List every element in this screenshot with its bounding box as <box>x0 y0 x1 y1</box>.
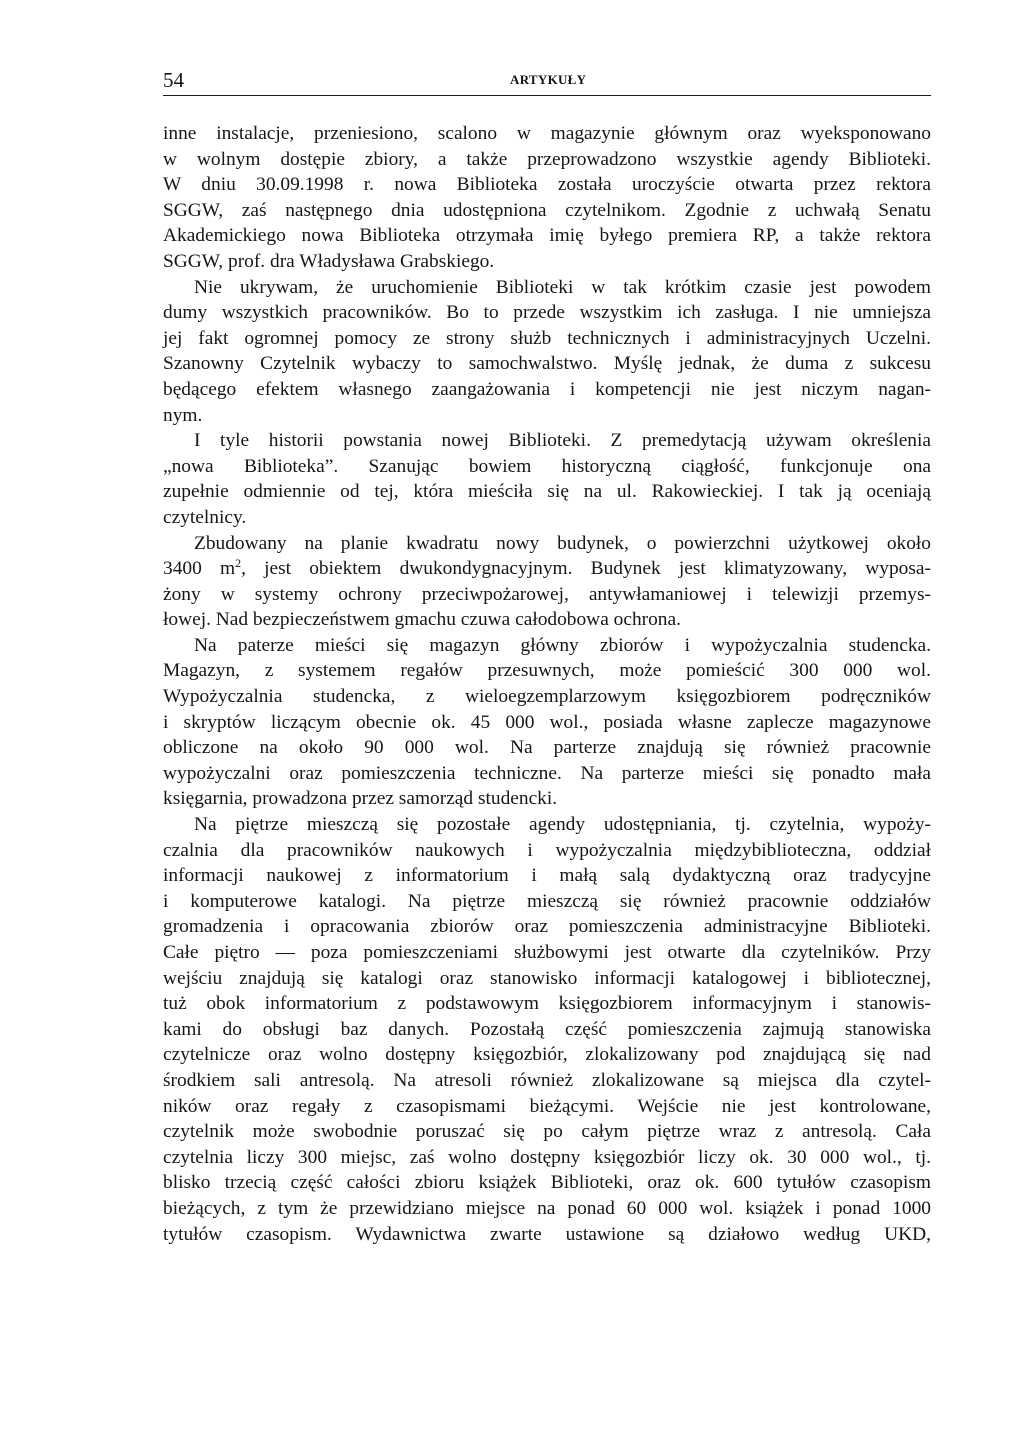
text-line: gromadzenia i opracowania zbiorów oraz pomieszczenia administracyjne Biblioteki. <box>163 916 931 938</box>
text-line: będącego efektem własnego zaangażowania i kompetencji nie jest niczym nagan- <box>163 378 931 400</box>
text-line: tuż obok informatorium z podstawowym księgozbiorem informacyjnym i stanowis- <box>163 993 931 1015</box>
text-line: ników oraz regały z czasopismami bieżącymi. Wejście nie jest kontrolowane, <box>163 1095 931 1117</box>
text-line: kami do obsługi baz danych. Pozostałą część pomieszczenia zajmują stanowiska <box>163 1018 931 1040</box>
text-line: Szanowny Czytelnik wybaczy to samochwalstwo. Myślę jednak, że duma z sukcesu <box>163 353 931 375</box>
running-head: ARTYKUŁY <box>510 72 587 87</box>
paragraph <box>163 812 931 1247</box>
text-line: żony w systemy ochrony przeciwpożarowej, antywłamaniowej i telewizji przemys- <box>163 583 931 605</box>
text-line: wejściu znajdują się katalogi oraz stanowisko informacji katalogowej i bibliotecznej, <box>163 967 931 989</box>
text-line: obliczone na około 90 000 wol. Na parterze znajdują się również pracownie <box>163 737 931 759</box>
text-line: i skryptów liczącym obecnie ok. 45 000 wol., posiada własne zaplecze magazynowe <box>163 711 931 733</box>
page-number: 54 <box>163 68 184 92</box>
text-line: środkiem sali antresolą. Na atresoli również zlokalizowane są miejsca dla czytel- <box>163 1069 931 1091</box>
body-text <box>163 121 931 1247</box>
text-line: 3400 $m^2$, jest obiektem dwukondygnacyjnym. Budynek jest klimatyzowany, wyposa- <box>163 556 931 580</box>
text-line: SGGW, prof. dra Władysława Grabskiego. <box>163 250 495 272</box>
text-line: blisko trzecią część całości zbioru książek Biblioteki, oraz ok. 600 tytułów czasopism <box>163 1172 931 1194</box>
text-line: jej fakt ogromnej pomocy ze strony służb technicznych i administracyjnych Uczelni. <box>163 327 931 349</box>
paragraph <box>163 633 931 812</box>
text-line: inne instalacje, przeniesiono, scalono w magazynie głównym oraz wyeksponowano <box>163 123 931 144</box>
text-line: czytelnicze oraz wolno dostępny księgozbiór, zlokalizowany pod znajdującą się nad <box>163 1044 931 1066</box>
text-line: Nie ukrywam, że uruchomienie Biblioteki w tak krótkim czasie jest powodem <box>194 276 931 298</box>
paragraph <box>163 428 931 530</box>
text-line: informacji naukowej z informatorium i małą salą dydaktyczną oraz tradycyjne <box>163 865 931 887</box>
text-line: nym. <box>163 404 203 426</box>
text-line: zupełnie odmiennie od tej, która mieściła się na ul. Rakowieckiej. I tak ją oceniają <box>163 481 931 503</box>
text-line: Całe piętro — poza pomieszczeniami służbowymi jest otwarte dla czytelników. Przy <box>163 942 931 963</box>
text-line: czytelnik może swobodnie poruszać się po całym piętrze wraz z antresolą. Cała <box>163 1121 931 1143</box>
text-line: I tyle historii powstania nowej Biblioteki. Z premedytacją używam określenia <box>194 430 931 452</box>
text-line: Magazyn, z systemem regałów przesuwnych, może pomieścić 300 000 wol. <box>163 660 931 682</box>
text-line: „nowa Biblioteka”. Szanując bowiem historyczną ciągłość, funkcjonuje ona <box>163 455 931 477</box>
header-rule <box>163 95 931 96</box>
text-line: Na piętrze mieszczą się pozostałe agendy udostępniania, tj. czytelnia, wypoży- <box>194 814 931 836</box>
text-line: bieżących, z tym że przewidziano miejsce na ponad 60 000 wol. książek i ponad 1000 <box>163 1197 931 1219</box>
text-line: czalnia dla pracowników naukowych i wypożyczalnia międzybiblioteczna, oddział <box>163 839 931 861</box>
text-line: łowej. Nad bezpieczeństwem gmachu czuwa całodobowa ochrona. <box>163 609 681 631</box>
text-line: w wolnym dostępie zbiory, a także przeprowadzono wszystkie agendy Biblioteki. <box>163 148 931 170</box>
text-line: księgarnia, prowadzona przez samorząd studencki. <box>163 788 558 810</box>
text-line: Wypożyczalnia studencka, z wieloegzemplarzowym księgozbiorem podręczników <box>163 686 931 708</box>
text-line: wypożyczalni oraz pomieszczenia techniczne. Na parterze mieści się ponadto mała <box>163 762 931 784</box>
text-line: SGGW, zaś następnego dnia udostępniona czytelnikom. Zgodnie z uchwałą Senatu <box>163 199 931 221</box>
page-header <box>163 66 931 96</box>
paragraph <box>163 531 931 633</box>
paragraph <box>163 121 931 275</box>
text-line: Akademickiego nowa Biblioteka otrzymała imię byłego premiera RP, a także rektora <box>163 225 931 247</box>
text-line: i komputerowe katalogi. Na piętrze mieszczą się również pracownie oddziałów <box>163 890 931 912</box>
paragraph <box>163 275 931 429</box>
text-line: czytelnicy. <box>163 506 247 528</box>
text-line: dumy wszystkich pracowników. Bo to przede wszystkim ich zasługa. I nie umniejsza <box>163 302 931 324</box>
text-line: tytułów czasopism. Wydawnictwa zwarte ustawione są działowo według UKD, <box>163 1223 931 1245</box>
text-line: czytelnia liczy 300 miejsc, zaś wolno dostępny księgozbiór liczy ok. 30 000 wol., tj. <box>163 1146 931 1168</box>
text-line: Zbudowany na planie kwadratu nowy budynek, o powierzchni użytkowej około <box>194 532 931 554</box>
text-line: W dniu 30.09.1998 r. nowa Biblioteka została uroczyście otwarta przez rektora <box>163 174 931 196</box>
text-line: Na paterze mieści się magazyn główny zbiorów i wypożyczalnia studencka. <box>194 634 931 656</box>
